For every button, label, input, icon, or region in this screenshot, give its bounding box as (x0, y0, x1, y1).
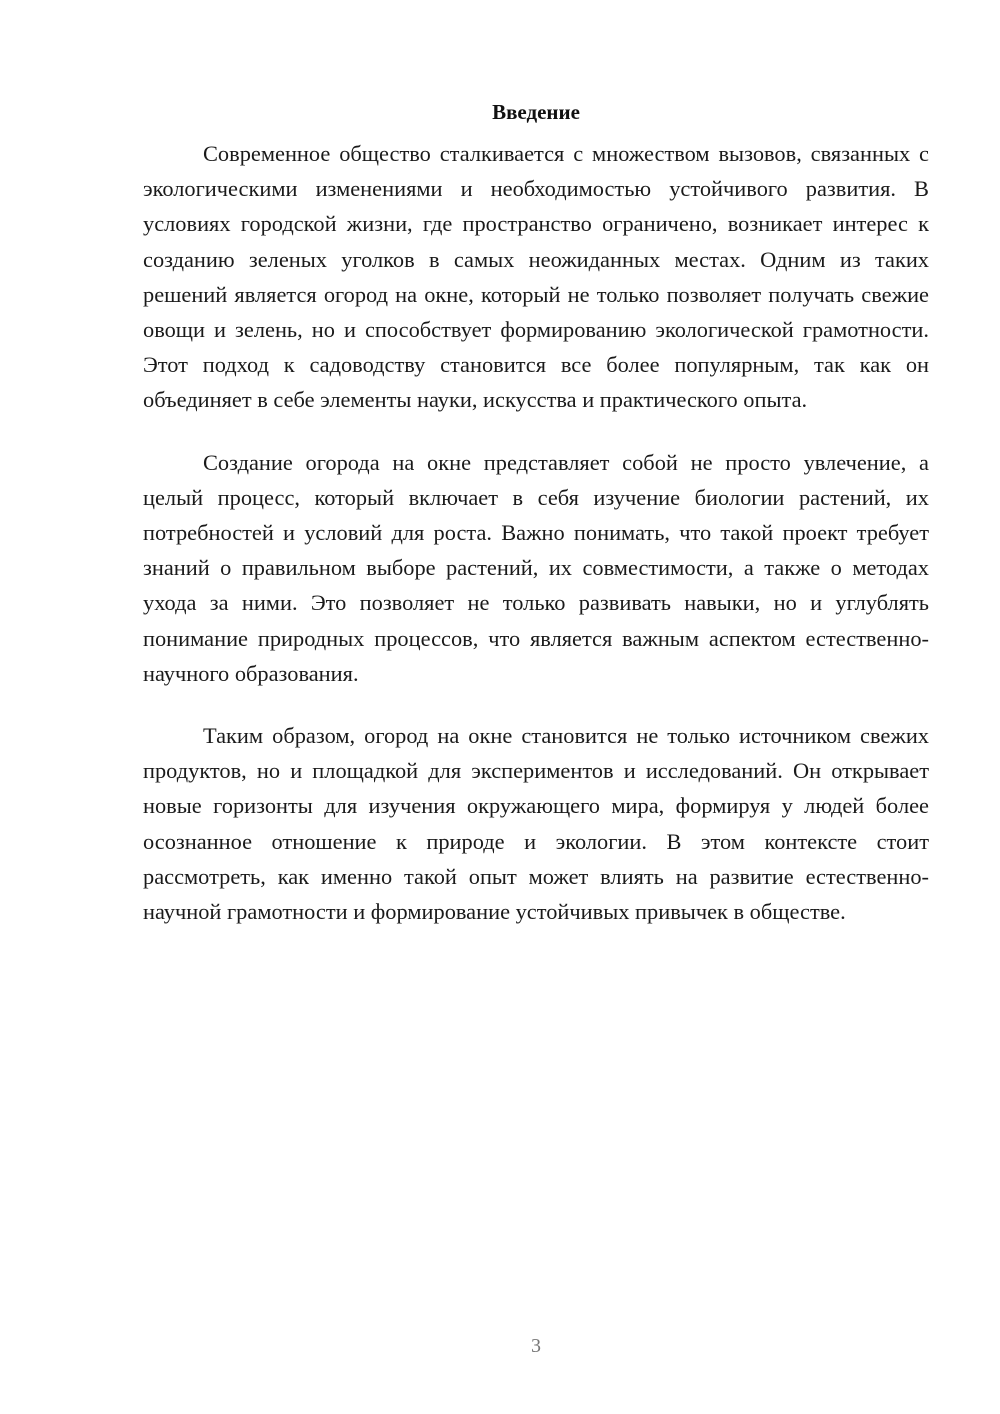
page-number: 3 (531, 1335, 541, 1357)
paragraph-3: Таким образом, огород на окне становится не только источником свежих продуктов, но и площадкой для экспериментов и исследований. Он открывает новые горизонты для изучения окружающего мира, формируя у людей более осознанное отношение к природе и экологии. В этом контексте стоит рассмотреть, как именно такой опыт может влиять на развитие естественно-научной грамотности и формирование устойчивых привычек в обществе. (143, 723, 929, 925)
section-title: Введение (492, 100, 580, 124)
paragraph-2: Создание огорода на окне представляет собой не просто увлечение, а целый процесс, который включает в себя изучение биологии растений, их потребностей и условий для роста. Важно понимать, что такой проект требует знаний о правильном выборе растений, их совместимости, а также о методах ухода за ними. Это позволяет не только развивать навыки, но и углублять понимание природных процессов, что является важным аспектом естественно-научного образования. (143, 449, 929, 686)
page-content (143, 96, 929, 956)
paragraph-1: Современное общество сталкивается с множеством вызовов, связанных с экологическими изменениями и необходимостью устойчивого развития. В условиях городской жизни, где пространство ограничено, возникает интерес к созданию зеленых уголков в самых неожиданных местах. Одним из таких решений является огород на окне, который не только позволяет получать свежие овощи и зелень, но и способствует формированию экологической грамотности. Этот подход к садоводству становится все более популярным, так как он объединяет в себе элементы науки, искусства и практического опыта. (143, 141, 929, 413)
